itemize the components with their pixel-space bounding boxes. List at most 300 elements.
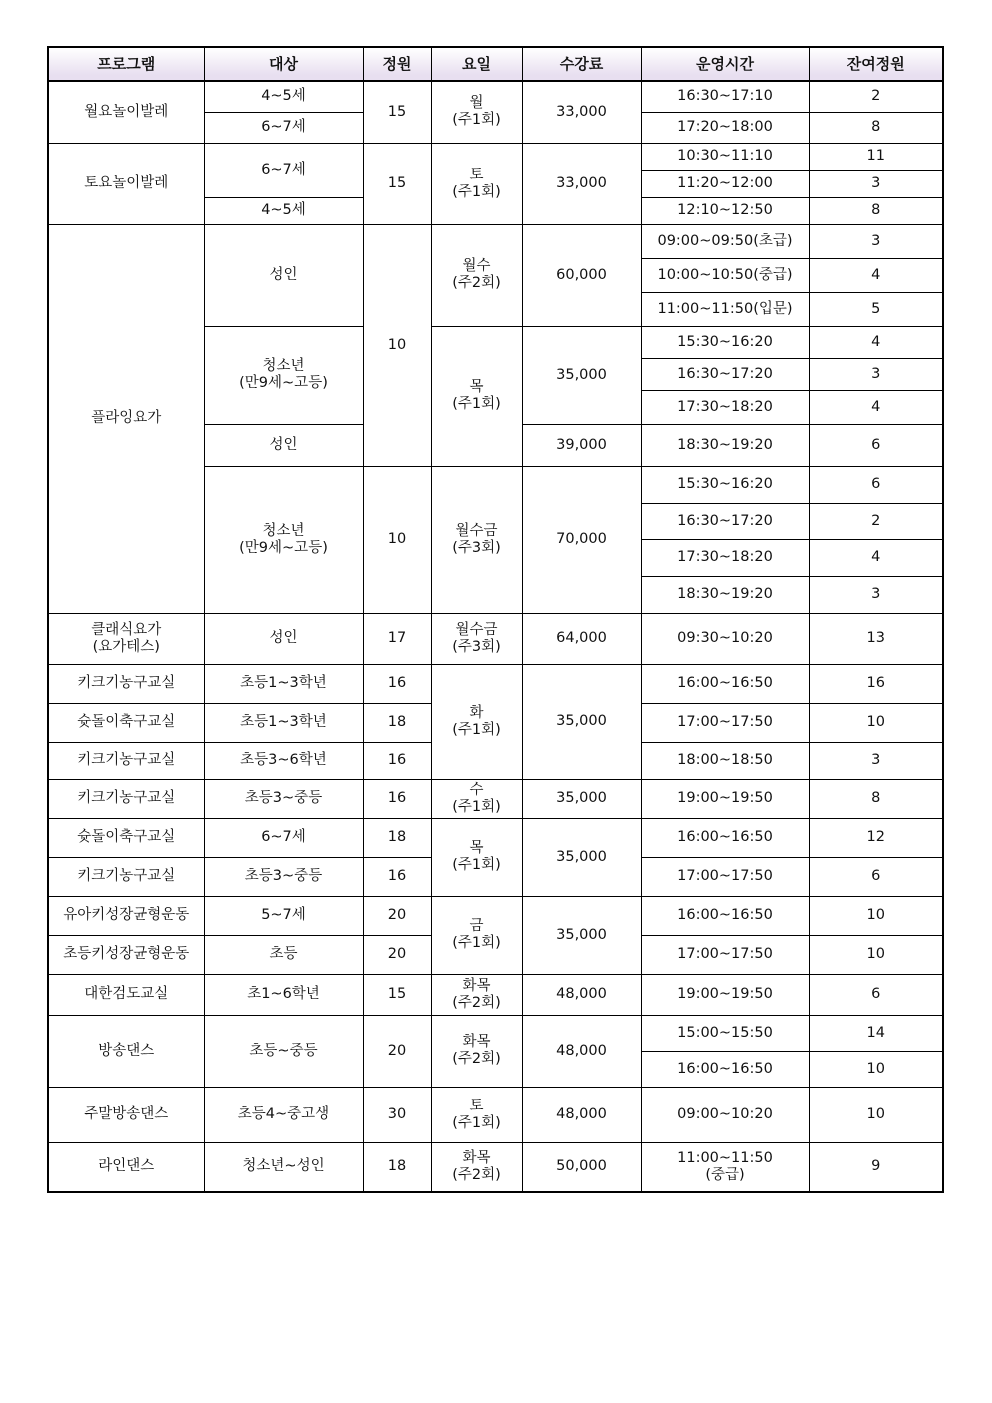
cell-text: 6~7세	[261, 161, 306, 178]
cell-text: 10	[387, 336, 407, 353]
table-row	[48, 81, 943, 112]
cell-hours	[641, 576, 809, 613]
cell-text: 키크기농구교실	[77, 868, 176, 884]
cell-target	[204, 664, 363, 703]
cell-text: 19:00~19:50	[677, 790, 773, 806]
cell-text: 플라잉요가	[91, 410, 162, 426]
cell-remaining	[809, 326, 943, 358]
cell-text: 금	[469, 918, 484, 934]
cell-text: 라인댄스	[98, 1158, 155, 1175]
cell-text: 토	[469, 166, 484, 183]
cell-hours	[641, 143, 809, 170]
cell-program	[48, 974, 204, 1015]
cell-target	[204, 742, 363, 779]
cell-text: 3	[871, 365, 881, 382]
cell-text: 15	[387, 175, 407, 191]
cell-remaining	[809, 818, 943, 857]
cell-text: 6	[871, 986, 881, 1002]
cell-text: 16:00~16:50	[677, 829, 773, 845]
cell-text: 33,000	[556, 175, 607, 191]
cell-weekday	[431, 779, 522, 818]
cell-remaining	[809, 857, 943, 896]
cell-text: 17:00~17:50	[677, 714, 773, 730]
cell-fee	[522, 664, 641, 779]
cell-text: 클래식요가	[91, 621, 162, 638]
cell-text: 64,000	[556, 630, 607, 646]
cell-remaining	[809, 258, 943, 292]
cell-remaining	[809, 358, 943, 390]
cell-text: 17:30~18:20	[677, 549, 773, 565]
cell-remaining	[809, 1051, 943, 1087]
cell-weekday	[431, 896, 522, 974]
cell-capacity	[363, 81, 431, 143]
table-row	[48, 1087, 943, 1142]
cell-target	[204, 613, 363, 664]
cell-remaining	[809, 974, 943, 1015]
cell-text: 성인	[269, 436, 298, 453]
cell-text: 화목	[462, 1149, 491, 1166]
cell-weekday	[431, 818, 522, 896]
cell-remaining	[809, 503, 943, 539]
cell-text: 5~7세	[261, 907, 306, 923]
cell-target	[204, 1142, 363, 1192]
cell-program	[48, 1142, 204, 1192]
cell-target	[204, 197, 363, 224]
cell-capacity	[363, 613, 431, 664]
cell-target	[204, 81, 363, 112]
cell-text: 4	[871, 266, 881, 283]
cell-text: 화목	[462, 1034, 491, 1050]
cell-text: 18	[387, 829, 407, 845]
cell-hours	[641, 779, 809, 818]
cell-text: 16	[387, 752, 407, 768]
header-capacity: 정원	[363, 47, 431, 81]
cell-hours	[641, 742, 809, 779]
cell-text: 10	[866, 1060, 885, 1077]
cell-text: (주1회)	[452, 798, 501, 815]
cell-fee	[522, 1142, 641, 1192]
cell-text: 35,000	[556, 848, 607, 865]
cell-text: (중급)	[705, 1166, 745, 1183]
cell-text: 50,000	[556, 1158, 607, 1175]
cell-text: (주1회)	[452, 721, 501, 738]
program-schedule-table	[47, 46, 944, 1193]
table-body	[48, 81, 943, 1192]
cell-capacity	[363, 935, 431, 974]
cell-text: 화목	[462, 977, 491, 994]
cell-text: 16:00~16:50	[677, 1060, 773, 1077]
cell-weekday	[431, 81, 522, 143]
cell-hours	[641, 424, 809, 466]
table-row	[48, 143, 943, 170]
cell-capacity	[363, 703, 431, 742]
cell-hours	[641, 170, 809, 197]
cell-hours	[641, 664, 809, 703]
cell-text: 35,000	[556, 926, 607, 943]
cell-text: 4~5세	[261, 88, 306, 105]
cell-text: 월	[469, 95, 484, 112]
cell-hours	[641, 896, 809, 935]
cell-text: 17:30~18:20	[677, 398, 773, 415]
cell-fee	[522, 224, 641, 326]
cell-text: 월요놀이발레	[84, 103, 169, 120]
cell-text: 15:30~16:20	[677, 476, 773, 492]
cell-text: 키크기농구교실	[77, 675, 176, 691]
cell-capacity	[363, 1142, 431, 1192]
cell-remaining	[809, 1015, 943, 1051]
cell-text: (만9세~고등)	[239, 539, 328, 556]
cell-text: 16:00~16:50	[677, 675, 773, 691]
cell-program	[48, 703, 204, 742]
cell-remaining	[809, 292, 943, 326]
cell-text: 키크기농구교실	[77, 790, 176, 806]
cell-capacity	[363, 224, 431, 466]
cell-program	[48, 779, 204, 818]
cell-text: (주2회)	[452, 275, 501, 291]
cell-fee	[522, 779, 641, 818]
cell-remaining	[809, 424, 943, 466]
cell-hours	[641, 390, 809, 424]
cell-hours	[641, 258, 809, 292]
cell-hours	[641, 326, 809, 358]
cell-text: 39,000	[556, 436, 607, 453]
cell-text: 키크기농구교실	[77, 752, 176, 768]
cell-text: 목	[469, 840, 484, 856]
header-weekday: 요일	[431, 47, 522, 81]
cell-program	[48, 224, 204, 613]
header-hours: 운영시간	[641, 47, 809, 81]
cell-capacity	[363, 664, 431, 703]
cell-remaining	[809, 703, 943, 742]
cell-text: 48,000	[556, 986, 607, 1002]
cell-text: 17	[387, 630, 407, 646]
cell-text: 3	[871, 175, 881, 191]
table-row	[48, 664, 943, 703]
cell-text: 3	[871, 586, 881, 602]
cell-text: 13	[866, 630, 885, 646]
cell-fee	[522, 1015, 641, 1087]
cell-text: 슛돌이축구교실	[77, 829, 176, 845]
cell-text: 2	[871, 512, 881, 529]
cell-text: 09:00~10:20	[677, 1106, 773, 1122]
cell-fee	[522, 466, 641, 613]
cell-program	[48, 1087, 204, 1142]
cell-fee	[522, 143, 641, 224]
cell-target	[204, 1087, 363, 1142]
table-row	[48, 779, 943, 818]
cell-text: 6	[871, 436, 881, 453]
cell-text: 16	[387, 790, 407, 806]
table-row	[48, 1015, 943, 1051]
cell-remaining	[809, 112, 943, 143]
cell-text: (주2회)	[452, 994, 501, 1011]
cell-remaining	[809, 1087, 943, 1142]
cell-text: 초등1~3학년	[240, 714, 327, 730]
cell-capacity	[363, 1015, 431, 1087]
cell-capacity	[363, 974, 431, 1015]
cell-hours	[641, 197, 809, 224]
cell-weekday	[431, 613, 522, 664]
cell-remaining	[809, 576, 943, 613]
cell-text: 30	[387, 1106, 407, 1122]
cell-hours	[641, 857, 809, 896]
cell-hours	[641, 974, 809, 1015]
cell-target	[204, 703, 363, 742]
cell-text: 12:10~12:50	[677, 202, 773, 218]
cell-hours	[641, 112, 809, 143]
header-fee: 수강료	[522, 47, 641, 81]
cell-text: 9	[871, 1158, 881, 1175]
cell-weekday	[431, 1087, 522, 1142]
cell-text: 10	[866, 946, 885, 962]
cell-text: (주1회)	[452, 1114, 501, 1131]
cell-text: 2	[871, 88, 881, 105]
cell-target	[204, 935, 363, 974]
cell-hours	[641, 358, 809, 390]
cell-hours	[641, 466, 809, 503]
cell-text: 초등3~중등	[244, 868, 323, 884]
cell-text: 초등	[269, 946, 298, 962]
cell-text: 초등3~중등	[244, 790, 323, 806]
cell-capacity	[363, 143, 431, 224]
cell-text: 초등~중등	[249, 1042, 318, 1059]
cell-remaining	[809, 779, 943, 818]
cell-text: 8	[871, 202, 881, 218]
cell-text: 20	[387, 1042, 407, 1059]
cell-text: 대한검도교실	[84, 986, 169, 1002]
cell-text: 10	[866, 714, 885, 730]
cell-remaining	[809, 170, 943, 197]
cell-target	[204, 818, 363, 857]
cell-text: 35,000	[556, 790, 607, 806]
cell-text: 16:30~17:20	[677, 365, 773, 382]
cell-capacity	[363, 857, 431, 896]
cell-text: 16	[866, 675, 885, 691]
cell-fee	[522, 974, 641, 1015]
table-row	[48, 896, 943, 935]
cell-text: 성인	[269, 630, 298, 646]
cell-weekday	[431, 664, 522, 779]
cell-text: 48,000	[556, 1042, 607, 1059]
cell-remaining	[809, 613, 943, 664]
cell-text: 6~7세	[261, 829, 306, 845]
cell-text: 월수금	[455, 522, 498, 539]
cell-text: 슛돌이축구교실	[77, 714, 176, 730]
cell-text: 11:00~11:50(입문)	[657, 300, 793, 317]
cell-program	[48, 1015, 204, 1087]
cell-capacity	[363, 818, 431, 857]
cell-weekday	[431, 1015, 522, 1087]
cell-text: 초등1~3학년	[240, 675, 327, 691]
cell-capacity	[363, 896, 431, 935]
cell-text: 18:00~18:50	[677, 752, 773, 768]
cell-text: 70,000	[556, 531, 607, 547]
cell-text: 목	[469, 379, 484, 395]
cell-weekday	[431, 466, 522, 613]
cell-text: 청소년	[262, 358, 305, 374]
cell-remaining	[809, 896, 943, 935]
cell-text: 16	[387, 868, 407, 884]
cell-text: 4	[871, 333, 881, 350]
cell-text: (주1회)	[452, 396, 501, 412]
cell-target	[204, 896, 363, 935]
cell-text: 19:00~19:50	[677, 986, 773, 1002]
cell-remaining	[809, 197, 943, 224]
cell-text: 3	[871, 232, 881, 249]
cell-text: 10:00~10:50(중급)	[657, 266, 793, 283]
cell-text: 11:00~11:50	[677, 1149, 773, 1166]
header-row	[48, 47, 943, 81]
header-program: 프로그램	[48, 47, 204, 81]
cell-weekday	[431, 326, 522, 466]
cell-text: (주3회)	[452, 539, 501, 556]
cell-text: (요가테스)	[92, 638, 160, 655]
cell-text: 18	[387, 1158, 407, 1175]
cell-hours	[641, 1087, 809, 1142]
cell-text: 16:30~17:10	[677, 88, 773, 105]
cell-text: 18:30~19:20	[677, 586, 773, 602]
cell-text: 방송댄스	[98, 1042, 155, 1059]
cell-text: 8	[871, 790, 881, 806]
cell-text: 11	[866, 148, 885, 164]
cell-weekday	[431, 974, 522, 1015]
cell-fee	[522, 613, 641, 664]
cell-remaining	[809, 539, 943, 576]
cell-text: 초1~6학년	[247, 986, 320, 1002]
cell-hours	[641, 81, 809, 112]
cell-fee	[522, 81, 641, 143]
cell-weekday	[431, 143, 522, 224]
cell-program	[48, 857, 204, 896]
header-target: 대상	[204, 47, 363, 81]
cell-text: 5	[871, 300, 881, 317]
cell-capacity	[363, 1087, 431, 1142]
cell-remaining	[809, 143, 943, 170]
cell-text: 4	[871, 398, 881, 415]
cell-fee	[522, 424, 641, 466]
cell-hours	[641, 1051, 809, 1087]
cell-hours	[641, 1142, 809, 1192]
cell-target	[204, 974, 363, 1015]
cell-program	[48, 818, 204, 857]
cell-capacity	[363, 466, 431, 613]
cell-text: 33,000	[556, 103, 607, 120]
cell-target	[204, 326, 363, 424]
cell-text: 청소년~성인	[242, 1158, 325, 1175]
cell-hours	[641, 503, 809, 539]
cell-remaining	[809, 1142, 943, 1192]
cell-text: 20	[387, 946, 407, 962]
cell-remaining	[809, 935, 943, 974]
cell-hours	[641, 818, 809, 857]
table-row	[48, 974, 943, 1015]
cell-remaining	[809, 742, 943, 779]
cell-hours	[641, 1015, 809, 1051]
cell-weekday	[431, 224, 522, 326]
cell-text: 성인	[269, 266, 298, 283]
cell-text: 10	[866, 907, 885, 923]
cell-text: 초등키성장균형운동	[63, 946, 190, 962]
cell-text: 화	[469, 704, 484, 721]
cell-text: 초등4~중고생	[237, 1106, 330, 1122]
cell-text: (주1회)	[452, 935, 501, 951]
cell-hours	[641, 292, 809, 326]
cell-text: 10	[866, 1106, 885, 1122]
cell-text: 8	[871, 119, 881, 135]
cell-program	[48, 935, 204, 974]
cell-text: 월수금	[455, 621, 498, 638]
cell-text: (주1회)	[452, 183, 501, 200]
cell-text: 09:30~10:20	[677, 630, 773, 646]
cell-text: 48,000	[556, 1106, 607, 1122]
cell-text: 09:00~09:50(초급)	[657, 232, 793, 249]
cell-text: 4	[871, 549, 881, 565]
cell-text: 18	[387, 714, 407, 730]
cell-text: 15	[387, 103, 407, 120]
cell-capacity	[363, 779, 431, 818]
cell-text: 토	[469, 1097, 484, 1114]
cell-fee	[522, 818, 641, 896]
header-remaining: 잔여정원	[809, 47, 943, 81]
cell-target	[204, 143, 363, 197]
cell-text: 수	[469, 781, 484, 798]
cell-text: 3	[871, 752, 881, 768]
cell-text: 월수	[462, 258, 491, 274]
cell-text: 60,000	[556, 266, 607, 283]
cell-text: 10:30~11:10	[677, 148, 773, 164]
cell-remaining	[809, 390, 943, 424]
cell-weekday	[431, 1142, 522, 1192]
cell-target	[204, 1015, 363, 1087]
cell-text: 10	[387, 531, 407, 547]
cell-text: 6~7세	[261, 119, 306, 135]
cell-program	[48, 664, 204, 703]
cell-remaining	[809, 466, 943, 503]
cell-text: (만9세~고등)	[239, 375, 328, 391]
cell-text: 초등3~6학년	[240, 752, 327, 768]
cell-text: (주3회)	[452, 638, 501, 655]
cell-text: 35,000	[556, 713, 607, 729]
cell-target	[204, 112, 363, 143]
cell-program	[48, 143, 204, 224]
cell-target	[204, 857, 363, 896]
cell-target	[204, 424, 363, 466]
table-row	[48, 224, 943, 258]
cell-text: 11:20~12:00	[677, 175, 773, 191]
cell-text: 17:20~18:00	[677, 119, 773, 135]
cell-text: 17:00~17:50	[677, 868, 773, 884]
table-row	[48, 818, 943, 857]
cell-text: 토요놀이발레	[84, 175, 169, 191]
cell-text: (주2회)	[452, 1166, 501, 1183]
cell-program	[48, 81, 204, 143]
cell-text: 4~5세	[261, 202, 306, 218]
cell-target	[204, 466, 363, 613]
cell-text: 15:30~16:20	[677, 333, 773, 350]
cell-text: 16:00~16:50	[677, 907, 773, 923]
cell-hours	[641, 224, 809, 258]
cell-program	[48, 742, 204, 779]
cell-text: (주2회)	[452, 1051, 501, 1067]
cell-text: 16	[387, 675, 407, 691]
cell-text: 35,000	[556, 366, 607, 383]
cell-fee	[522, 896, 641, 974]
table-row	[48, 1142, 943, 1192]
cell-text: 18:30~19:20	[677, 436, 773, 453]
cell-fee	[522, 1087, 641, 1142]
cell-target	[204, 224, 363, 326]
cell-text: 청소년	[262, 522, 305, 539]
